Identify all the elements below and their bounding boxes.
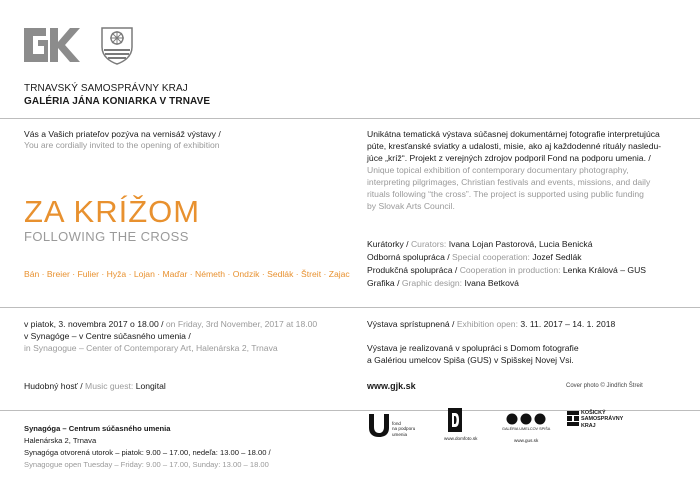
kosice-region-crest-icon bbox=[567, 411, 579, 427]
cover-photo-credit: Cover photo © Jindřich Štreit bbox=[566, 383, 643, 389]
gus-dots-icon bbox=[506, 413, 546, 425]
opening-date-sk: v piatok, 3. novembra 2017 o 18.00 / bbox=[24, 319, 164, 329]
music-guest-en: Music guest: bbox=[85, 381, 134, 391]
fond-text: fond na podporu umenia bbox=[392, 421, 416, 437]
cooperation-line-2: a Galériou umelcov Spiša (GUS) v Spišskej Novej Vsi. bbox=[367, 355, 574, 365]
invitation-en: You are cordially invited to the opening of exhibition bbox=[24, 140, 220, 150]
organizer-region: TRNAVSKÝ SAMOSPRÁVNY KRAJ bbox=[24, 83, 188, 94]
footer-venue: Synagóga – Centrum súčasného umenia bbox=[24, 424, 171, 433]
footer-hours-sk: Synagóga otvorená utorok – piatok: 9.00 – 17.00, nedeľa: 13.00 – 18.00 / bbox=[24, 448, 271, 457]
gus-logo bbox=[502, 410, 552, 444]
credit-label-en: Curators: bbox=[410, 239, 447, 249]
opening-place-sk: v Synagóge – v Centre súčasného umenia / bbox=[24, 331, 191, 341]
kosice-region-logo bbox=[567, 410, 637, 440]
footer-hours-en: Synagogue open Tuesday – Friday: 9.00 – 17.00, Sunday: 13.00 – 18.00 bbox=[24, 460, 269, 469]
opening-date-en: on Friday, 3rd November, 2017 at 18.00 bbox=[165, 319, 318, 329]
gus-url[interactable]: www.gus.sk bbox=[514, 438, 539, 443]
ksk-text: KOŠICKÝ SAMOSPRÁVNY KRAJ bbox=[581, 410, 624, 429]
credit-label-sk: Kurátorky bbox=[367, 239, 404, 249]
opening-date bbox=[24, 319, 317, 331]
fond-na-podporu-umenia-logo bbox=[368, 410, 418, 440]
website-link[interactable]: www.gjk.sk bbox=[367, 381, 416, 391]
credit-value: Ivana Lojan Pastorová, Lucia Benická bbox=[448, 239, 593, 249]
credit-label-sk: Produkčná spolupráca bbox=[367, 265, 453, 275]
artist-list: Bán · Breier · Fulier · Hyža · Lojan · Maďar · Németh · Ondzik · Sedlák · Štreit · Zajac bbox=[24, 269, 350, 279]
credit-special-cooperation: Odborná spolupráca / Special cooperation: Jozef Sedlák bbox=[367, 252, 582, 262]
exhibition-subtitle: FOLLOWING THE CROSS bbox=[24, 229, 189, 244]
credit-label-en: Cooperation in production: bbox=[459, 265, 561, 275]
credit-production: Produkčná spolupráca / Cooperation in production: Lenka Králová – GUS bbox=[367, 265, 647, 275]
music-guest-sk: Hudobný hosť / bbox=[24, 381, 83, 391]
gus-text: GALÉRIA UMELCOV SPIŠA bbox=[502, 427, 551, 431]
credits-block bbox=[367, 239, 687, 295]
divider bbox=[0, 307, 700, 308]
dom-fotografie-logo bbox=[442, 408, 482, 442]
description-en-4: by Slovak Arts Council. bbox=[367, 201, 455, 211]
credit-graphic-design: Grafika / Graphic design: Ivana Betková bbox=[367, 278, 519, 288]
credit-value: Ivana Betková bbox=[464, 278, 519, 288]
credit-label-en: Graphic design: bbox=[401, 278, 463, 288]
trnava-region-crest-icon bbox=[101, 27, 133, 65]
exhibition-open bbox=[367, 319, 615, 331]
exhibition-dates: 3. 11. 2017 – 14. 1. 2018 bbox=[520, 319, 616, 329]
credit-label-sk: Grafika bbox=[367, 278, 395, 288]
credit-value: Lenka Králová – GUS bbox=[562, 265, 647, 275]
music-guest-name: Longital bbox=[135, 381, 166, 391]
opening-place-en: in Synagogue – Center of Contemporary Art, Halenárska 2, Trnava bbox=[24, 343, 278, 353]
cooperation-line-1: Výstava je realizovaná v spolupráci s Domom fotografie bbox=[367, 343, 579, 353]
exhibition-open-sk: Výstava sprístupnená / bbox=[367, 319, 455, 329]
exhibition-title: ZA KRÍŽOM bbox=[24, 194, 201, 229]
footer-address: Halenárska 2, Trnava bbox=[24, 436, 97, 445]
description-en-3: rituals following “the cross”. The project is supported using public funding bbox=[367, 189, 644, 199]
organizer-gallery: GALÉRIA JÁNA KONIARKA V TRNAVE bbox=[24, 96, 211, 107]
fpu-u-icon bbox=[368, 412, 390, 438]
divider bbox=[0, 118, 700, 119]
credit-value: Jozef Sedlák bbox=[532, 252, 582, 262]
credit-label-en: Special cooperation: bbox=[452, 252, 530, 262]
description-sk-3: júce „kríž“. Projekt z verejných zdrojov podporil Fond na podporu umenia. / bbox=[367, 153, 651, 163]
description-sk-1: Unikátna tematická výstava súčasnej dokumentárnej fotografie interpretujúca bbox=[367, 129, 660, 139]
description-sk-2: púte, kresťanské sviatky a udalosti, misie, ako aj každodenné rituály nasledu- bbox=[367, 141, 662, 151]
music-guest bbox=[24, 381, 166, 393]
credit-curators: Kurátorky / Curators: Ivana Lojan Pastorová, Lucia Benická bbox=[367, 239, 593, 249]
gjk-logo bbox=[24, 28, 80, 62]
dom-fotografie-icon bbox=[448, 408, 462, 432]
invitation-sk: Vás a Vašich priateľov pozýva na vernisáž výstavy / bbox=[24, 129, 221, 139]
domfoto-url[interactable]: www.domfoto.sk bbox=[444, 436, 478, 441]
credit-label-sk: Odborná spolupráca bbox=[367, 252, 445, 262]
exhibition-open-en: Exhibition open: bbox=[456, 319, 518, 329]
description-en-2: interpreting pilgrimages, Christian festivals and events, missions, and daily bbox=[367, 177, 651, 187]
description-en-1: Unique topical exhibition of contemporary documentary photography, bbox=[367, 165, 629, 175]
